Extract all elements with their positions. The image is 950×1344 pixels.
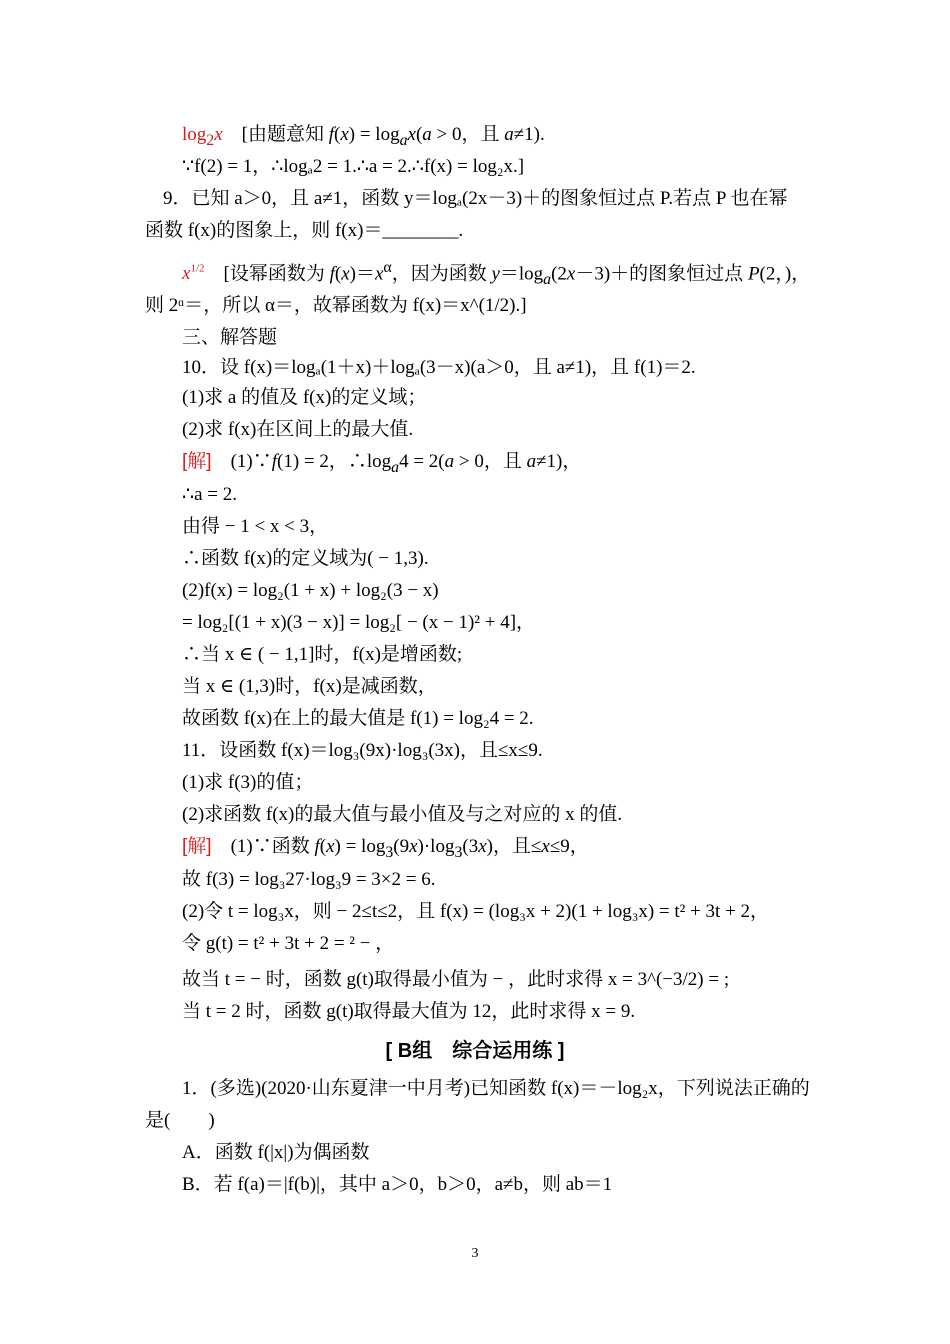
option-b: B．若 f(a)＝|f(b)|，其中 a＞0，b＞0，a≠b，则 ab＝1 xyxy=(182,1174,613,1195)
question-10-part-1: (1)求 a 的值及 f(x)的定义域； xyxy=(182,387,427,408)
question-10-part-2: (2)求 f(x)在区间上的最大值. xyxy=(182,419,414,440)
solution-10-line-7: ∴当 x ∈ ( − 1,1]时，f(x)是增函数; xyxy=(182,644,463,665)
solution-10-line-9: 故函数 f(x)在上的最大值是 f(1) = log₂4 = 2. xyxy=(182,708,534,729)
page-number: 3 xyxy=(471,1246,479,1261)
solution-10-line-8: 当 x ∈ (1,3)时，f(x)是减函数， xyxy=(182,676,437,697)
solution-11-line-3: (2)令 t = log₃x，则 − 2≤t≤2，且 f(x) = (log₃x + 2)(1 + log₃x) = t² + 3t + 2， xyxy=(182,901,770,922)
question-b1-line-2: 是( ) xyxy=(145,1110,215,1131)
question-b1-line-1: 1．(多选)(2020·山东夏津一中月考)已知函数 f(x)＝－log₂x，下列说法正确的 xyxy=(182,1078,810,1099)
solution-11-line-6: 当 t = 2 时，函数 g(t)取得最大值为 12，此时求得 x = 9. xyxy=(182,1001,636,1022)
solution-10-line-1: [解] (1)∵f(1) = 2，$\therefore\log_a4 = 2(a > 0$，且 a≠1)， xyxy=(182,451,582,476)
section-heading-solutions: 三、解答题 xyxy=(182,327,278,348)
option-a: A．函数 f(|x|)为偶函数 xyxy=(182,1142,370,1163)
answer-9-line-1: $x^{1/2}$ [设幂函数为 $f(x)=x^\alpha$，因为函数 $y=\log_a(2x-3)+$的图象恒过点 P(2，)， xyxy=(182,259,811,289)
solution-10-line-6: = log₂[(1 + x)(3 − x)] = log₂[ − (x − 1)² + 4]， xyxy=(182,612,536,633)
question-9-line-1: 9．已知 a＞0，且 a≠1，函数 y＝logₐ(2x－3)＋的图象恒过点 P.若点 P 也在幂 xyxy=(163,188,788,209)
question-11-part-2: (2)求函数 f(x)的最大值与最小值及与之对应的 x 的值. xyxy=(182,804,623,825)
solution-label: [解] xyxy=(182,451,212,472)
solution-label: [解] xyxy=(182,836,212,857)
question-11-part-1: (1)求 f(3)的值； xyxy=(182,772,314,793)
solution-11-line-1: [解] (1)∵函数 $f(x) = \log_3(9x)\cdot\log_3(3x)$，且≤x≤9， xyxy=(182,836,589,861)
solution-10-line-5: (2)f(x) = log₂(1 + x) + log₂(3 − x) xyxy=(182,580,439,601)
question-9-line-2: 函数 f(x)的图象上，则 f(x)＝________. xyxy=(145,220,464,241)
answer-9-line-2: 则 2ᵅ＝，所以 α＝，故幂函数为 f(x)＝x^(1/2).] xyxy=(145,295,527,316)
section-heading-group-b: [ B组 综合运用练 ] xyxy=(385,1040,565,1062)
question-11-stem: 11．设函数 f(x)＝log₃(9x)·log₃(3x)，且≤x≤9. xyxy=(182,740,543,761)
answer-9-result: $x^{1/2}$ xyxy=(182,263,205,285)
solution-10-line-3: 由得 − 1 < x < 3， xyxy=(182,516,329,537)
solution-10-line-4: ∴函数 f(x)的定义域为( − 1,3). xyxy=(182,548,429,569)
answer-8-line-1: $\log_2x$ [由题意知 $f(x) = \log_ax(a > 0$，且 a≠1). xyxy=(182,124,545,149)
solution-11-line-5: 故当 t = − 时，函数 g(t)取得最小值为 − ，此时求得 x = 3^(−3/2) = ; xyxy=(182,969,730,990)
answer-8-result: $\log_2x$ xyxy=(182,124,223,149)
answer-8-line-2: ∵f(2) = 1，∴logₐ2 = 1.∴a = 2.∴f(x) = log₂x.] xyxy=(182,156,525,177)
solution-11-line-2: 故 f(3) = log₃27·log₃9 = 3×2 = 6. xyxy=(182,869,436,890)
solution-11-line-4: 令 g(t) = t² + 3t + 2 = ² − ， xyxy=(182,933,395,954)
solution-10-line-2: ∴a = 2. xyxy=(182,484,237,505)
question-10-stem: 10．设 f(x)＝logₐ(1＋x)＋logₐ(3－x)(a＞0，且 a≠1)，且 f(1)＝2. xyxy=(182,357,696,378)
